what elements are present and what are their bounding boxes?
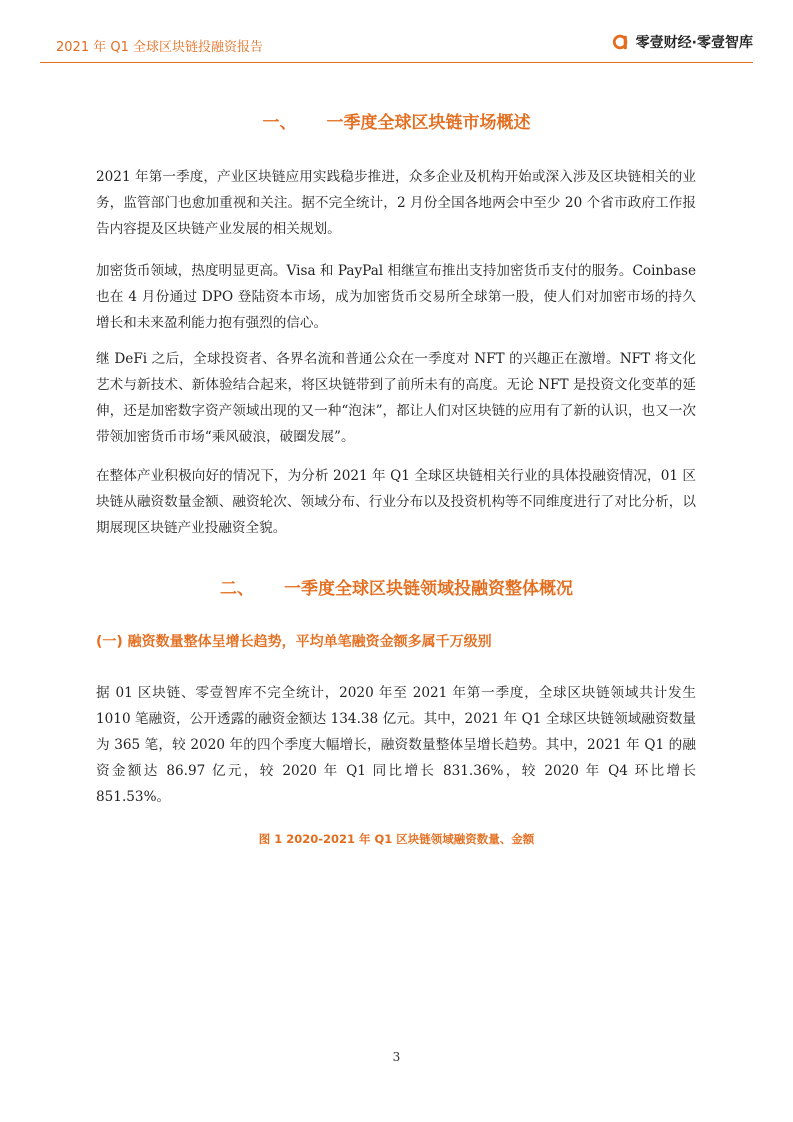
header-divider <box>40 62 753 63</box>
section-1-number: 一、 <box>262 113 297 133</box>
header-title: 2021 年 Q1 全球区块链投融资报告 <box>56 40 263 55</box>
section-1-paragraph: 加密货币领域，热度明显更高。Visa 和 PayPal 相继宣布推出支持加密货币支付的服务。Coinbase 也在 4 月份通过 DPO 登陆资本市场，成为加密货币交易所全球第一股，使人们对加密市场的持久增长和未来盈利能力抱有强烈的信心。 <box>96 263 696 331</box>
page-header <box>40 30 753 62</box>
section-1-title <box>0 108 793 133</box>
section-1-paragraph: 继 DeFi 之后，全球投资者、各界名流和普通公众在一季度对 NFT 的兴趣正在激增。NFT 将文化艺术与新技术、新体验结合起来，将区块链带到了前所未有的高度。无论 NFT 是投资文化变革的延伸，还是加密数字资产领域出现的又一种“泡沫”，都让人们对区块链的应用有了新的认识，也又一次带领加密货币市场“乘风破浪，破圈发展”。 <box>96 351 696 445</box>
brand-logo-icon <box>612 33 630 51</box>
section-1-paragraph: 在整体产业积极向好的情况下，为分析 2021 年 Q1 全球区块链相关行业的具体投融资情况，01 区块链从融资数量金额、融资轮次、领域分布、行业分布以及投资机构等不同维度进行了对比分析，以期展现区块链产业投融资全貌。 <box>96 468 696 536</box>
brand-name: 零壹财经·零壹智库 <box>635 35 753 51</box>
section-2-number: 二、 <box>220 579 254 599</box>
section-1-heading: 一季度全球区块链市场概述 <box>326 113 531 133</box>
figure-caption: 图 1 2020-2021 年 Q1 区块链领域融资数量、金额 <box>258 832 535 846</box>
subsection-title: (一) 融资数量整体呈增长趋势，平均单笔融资金额多属千万级别 <box>96 634 492 650</box>
section-2-title <box>0 574 793 599</box>
section-1-paragraph: 2021 年第一季度，产业区块链应用实践稳步推进，众多企业及机构开始或深入涉及区块链相关的业务，监管部门也愈加重视和关注。据不完全统计，2 月份全国各地两会中至少 20 个省市政府工作报告内容提及区块链产业发展的相关规划。 <box>96 169 696 237</box>
section-2-heading: 一季度全球区块链领域投融资整体概况 <box>284 579 573 599</box>
page-number: 3 <box>392 1050 401 1064</box>
header-brand <box>612 32 753 52</box>
section-2-paragraph: 据 01 区块链、零壹智库不完全统计，2020 年至 2021 年第一季度，全球区块链领域共计发生 1010 笔融资，公开透露的融资金额达 134.38 亿元。其中，2021 年 Q1 全球区块链领域融资数量为 365 笔，较 2020 年的四个季度大幅增长，融资数量整体呈增长趋势。其中，2021 年 Q1 的融资金额达 86.97 亿元，较 2020 年 Q1 同比增长 831.36%，较 2020 年 Q4 环比增长 851.53%。 <box>96 685 696 805</box>
